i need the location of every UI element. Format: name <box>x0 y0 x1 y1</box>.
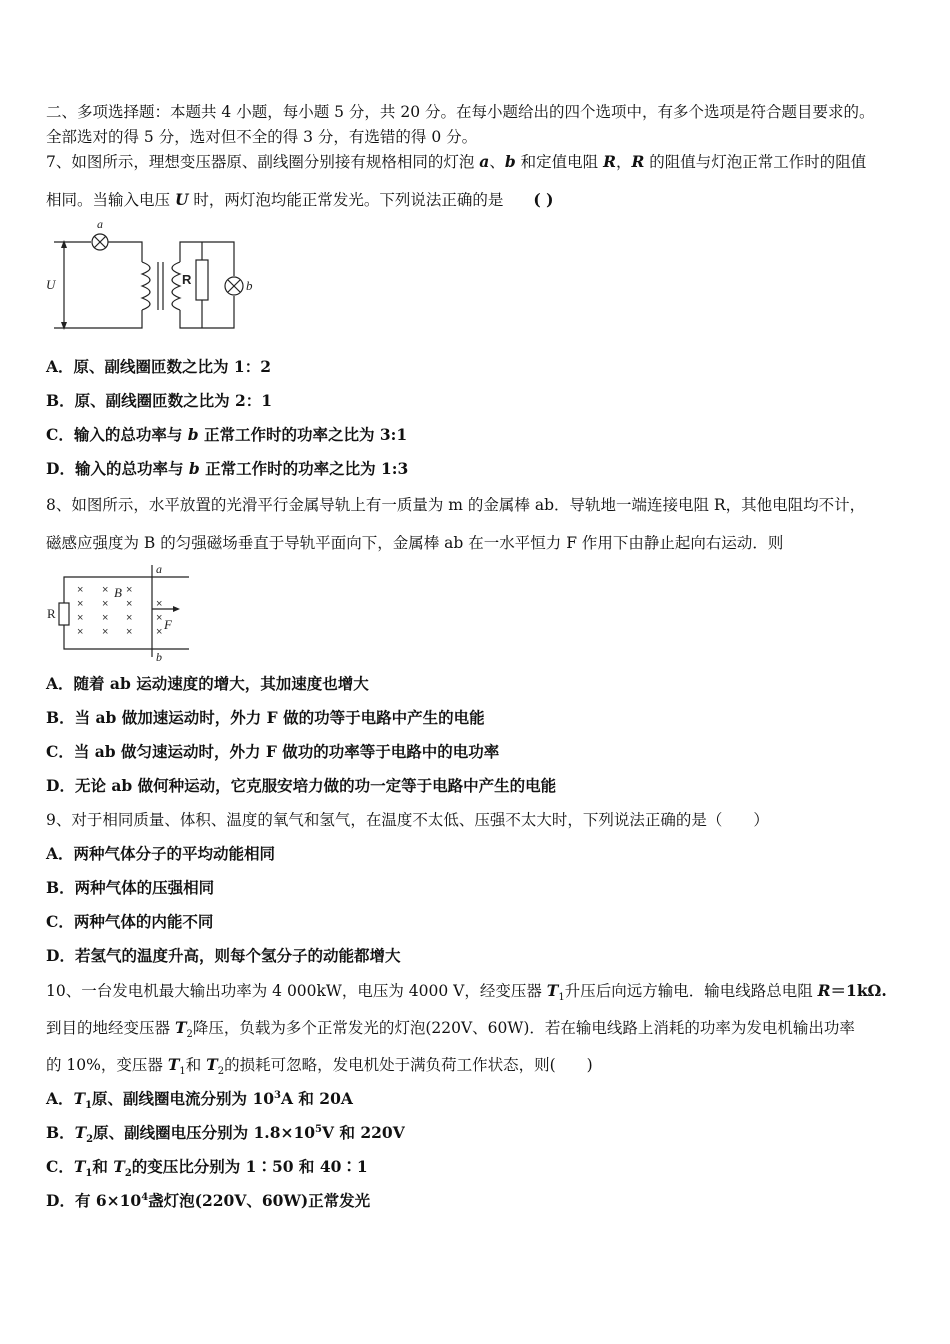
cross-mark: × <box>77 584 84 596</box>
q10-option-d: D．有 $6\times 10^4$盏灯泡(220V、60W)正常发光 <box>46 1191 371 1210</box>
cross-mark: × <box>77 626 84 638</box>
rail-circuit-figure <box>44 563 194 663</box>
q9-option-c: C．两种气体的内能不同 <box>46 912 214 931</box>
q7-stem-line1: 7、如图所示，理想变压器原、副线圈分别接有规格相同的灯泡 a、b 和定值电阻 R，R 的阻值与灯泡正常工作时的阻值 <box>46 152 867 171</box>
q8-option-d: D．无论 ab 做何种运动，它克服安培力做的功一定等于电路中产生的电能 <box>46 776 557 795</box>
figure-label-a: a <box>97 218 103 231</box>
q8-option-b: B．当 ab 做加速运动时，外力 F 做的功等于电路中产生的电能 <box>46 708 485 727</box>
cross-mark: × <box>102 626 109 638</box>
q10-option-b: B．$T_2$原、副线圈电压分别为 $1.8\times 10^5V$ 和 220V <box>46 1123 405 1146</box>
cross-mark: × <box>156 598 163 610</box>
cross-mark: × <box>126 612 133 624</box>
cross-mark: × <box>126 598 133 610</box>
figure-label-b: b <box>246 278 253 293</box>
cross-mark: × <box>156 626 163 638</box>
cross-mark: × <box>102 612 109 624</box>
q9-option-d: D．若氢气的温度升高，则每个氢分子的动能都增大 <box>46 946 401 965</box>
transformer-circuit-figure <box>44 218 264 336</box>
cross-mark: × <box>77 598 84 610</box>
q7-stem-line2: 相同。当输入电压 U 时，两灯泡均能正常发光。下列说法正确的是 ( ) <box>46 190 554 209</box>
q10-stem-line3: 的 10%，变压器 $T_1$和 $T_2$的损耗可忽略，发电机处于满负荷工作状态，则( ) <box>46 1055 593 1078</box>
q9-option-a: A．两种气体分子的平均动能相同 <box>46 844 276 863</box>
q8-stem-line2: 磁感应强度为 B 的匀强磁场垂直于导轨平面向下，金属棒 ab 在一水平恒力 F 作用下由静止起向右运动．则 <box>46 534 784 552</box>
q7-option-d: D．输入的总功率与 b 正常工作时的功率之比为 1:3 <box>46 459 409 478</box>
cross-mark: × <box>126 584 133 596</box>
q10-option-c: C．$T_1$和 $T_2$的变压比分别为 1∶50 和 40∶1 <box>46 1157 368 1180</box>
figure-label-F: F <box>164 617 172 632</box>
figure-label-b: b <box>156 650 162 663</box>
cross-mark: × <box>102 584 109 596</box>
q10-option-a: A．$T_1$原、副线圈电流分别为 $10^3A$ 和 20A <box>46 1089 353 1112</box>
figure-label-a: a <box>156 563 162 576</box>
figure-label-R: R <box>47 606 56 621</box>
figure-label-R: R <box>182 272 192 287</box>
q9-option-b: B．两种气体的压强相同 <box>46 878 215 897</box>
q7-option-b: B．原、副线圈匝数之比为 2：1 <box>46 391 273 410</box>
cross-mark: × <box>102 598 109 610</box>
cross-mark: × <box>156 612 163 624</box>
q8-stem-line1: 8、如图所示，水平放置的光滑平行金属导轨上有一质量为 m 的金属棒 ab．导轨地一端连接电阻 R，其他电阻均不计， <box>46 496 866 514</box>
q9-stem: 9、对于相同质量、体积、温度的氧气和氢气，在温度不太低、压强不太大时，下列说法正确的是（ ） <box>46 811 769 829</box>
cross-mark: × <box>126 626 133 638</box>
q10-stem-line1: 10、一台发电机最大输出功率为 4 000kW，电压为 4000 V，经变压器 $T_1$升压后向远方输电．输电线路总电阻 R＝1kΩ. <box>46 981 887 1004</box>
section-header-line1: 二、多项选择题：本题共 4 小题，每小题 5 分，共 20 分。在每小题给出的四个选项中，有多个选项是符合题目要求的。 <box>46 103 875 121</box>
figure-label-U: U <box>46 277 56 292</box>
q10-stem-line2: 到目的地经变压器 $T_2$降压，负载为多个正常发光的灯泡(220V、60W)．若在输电线路上消耗的功率为发电机输出功率 <box>46 1018 855 1041</box>
cross-mark: × <box>77 612 84 624</box>
q7-option-a: A．原、副线圈匝数之比为 1：2 <box>46 357 271 376</box>
q8-option-a: A．随着 ab 运动速度的增大，其加速度也增大 <box>46 674 369 693</box>
q7-option-c: C．输入的总功率与 b 正常工作时的功率之比为 3:1 <box>46 425 408 444</box>
section-header-line2: 全部选对的得 5 分，选对但不全的得 3 分，有选错的得 0 分。 <box>46 128 478 146</box>
figure-label-B: B <box>114 585 122 600</box>
q8-option-c: C．当 ab 做匀速运动时，外力 F 做功的功率等于电路中的电功率 <box>46 742 500 761</box>
